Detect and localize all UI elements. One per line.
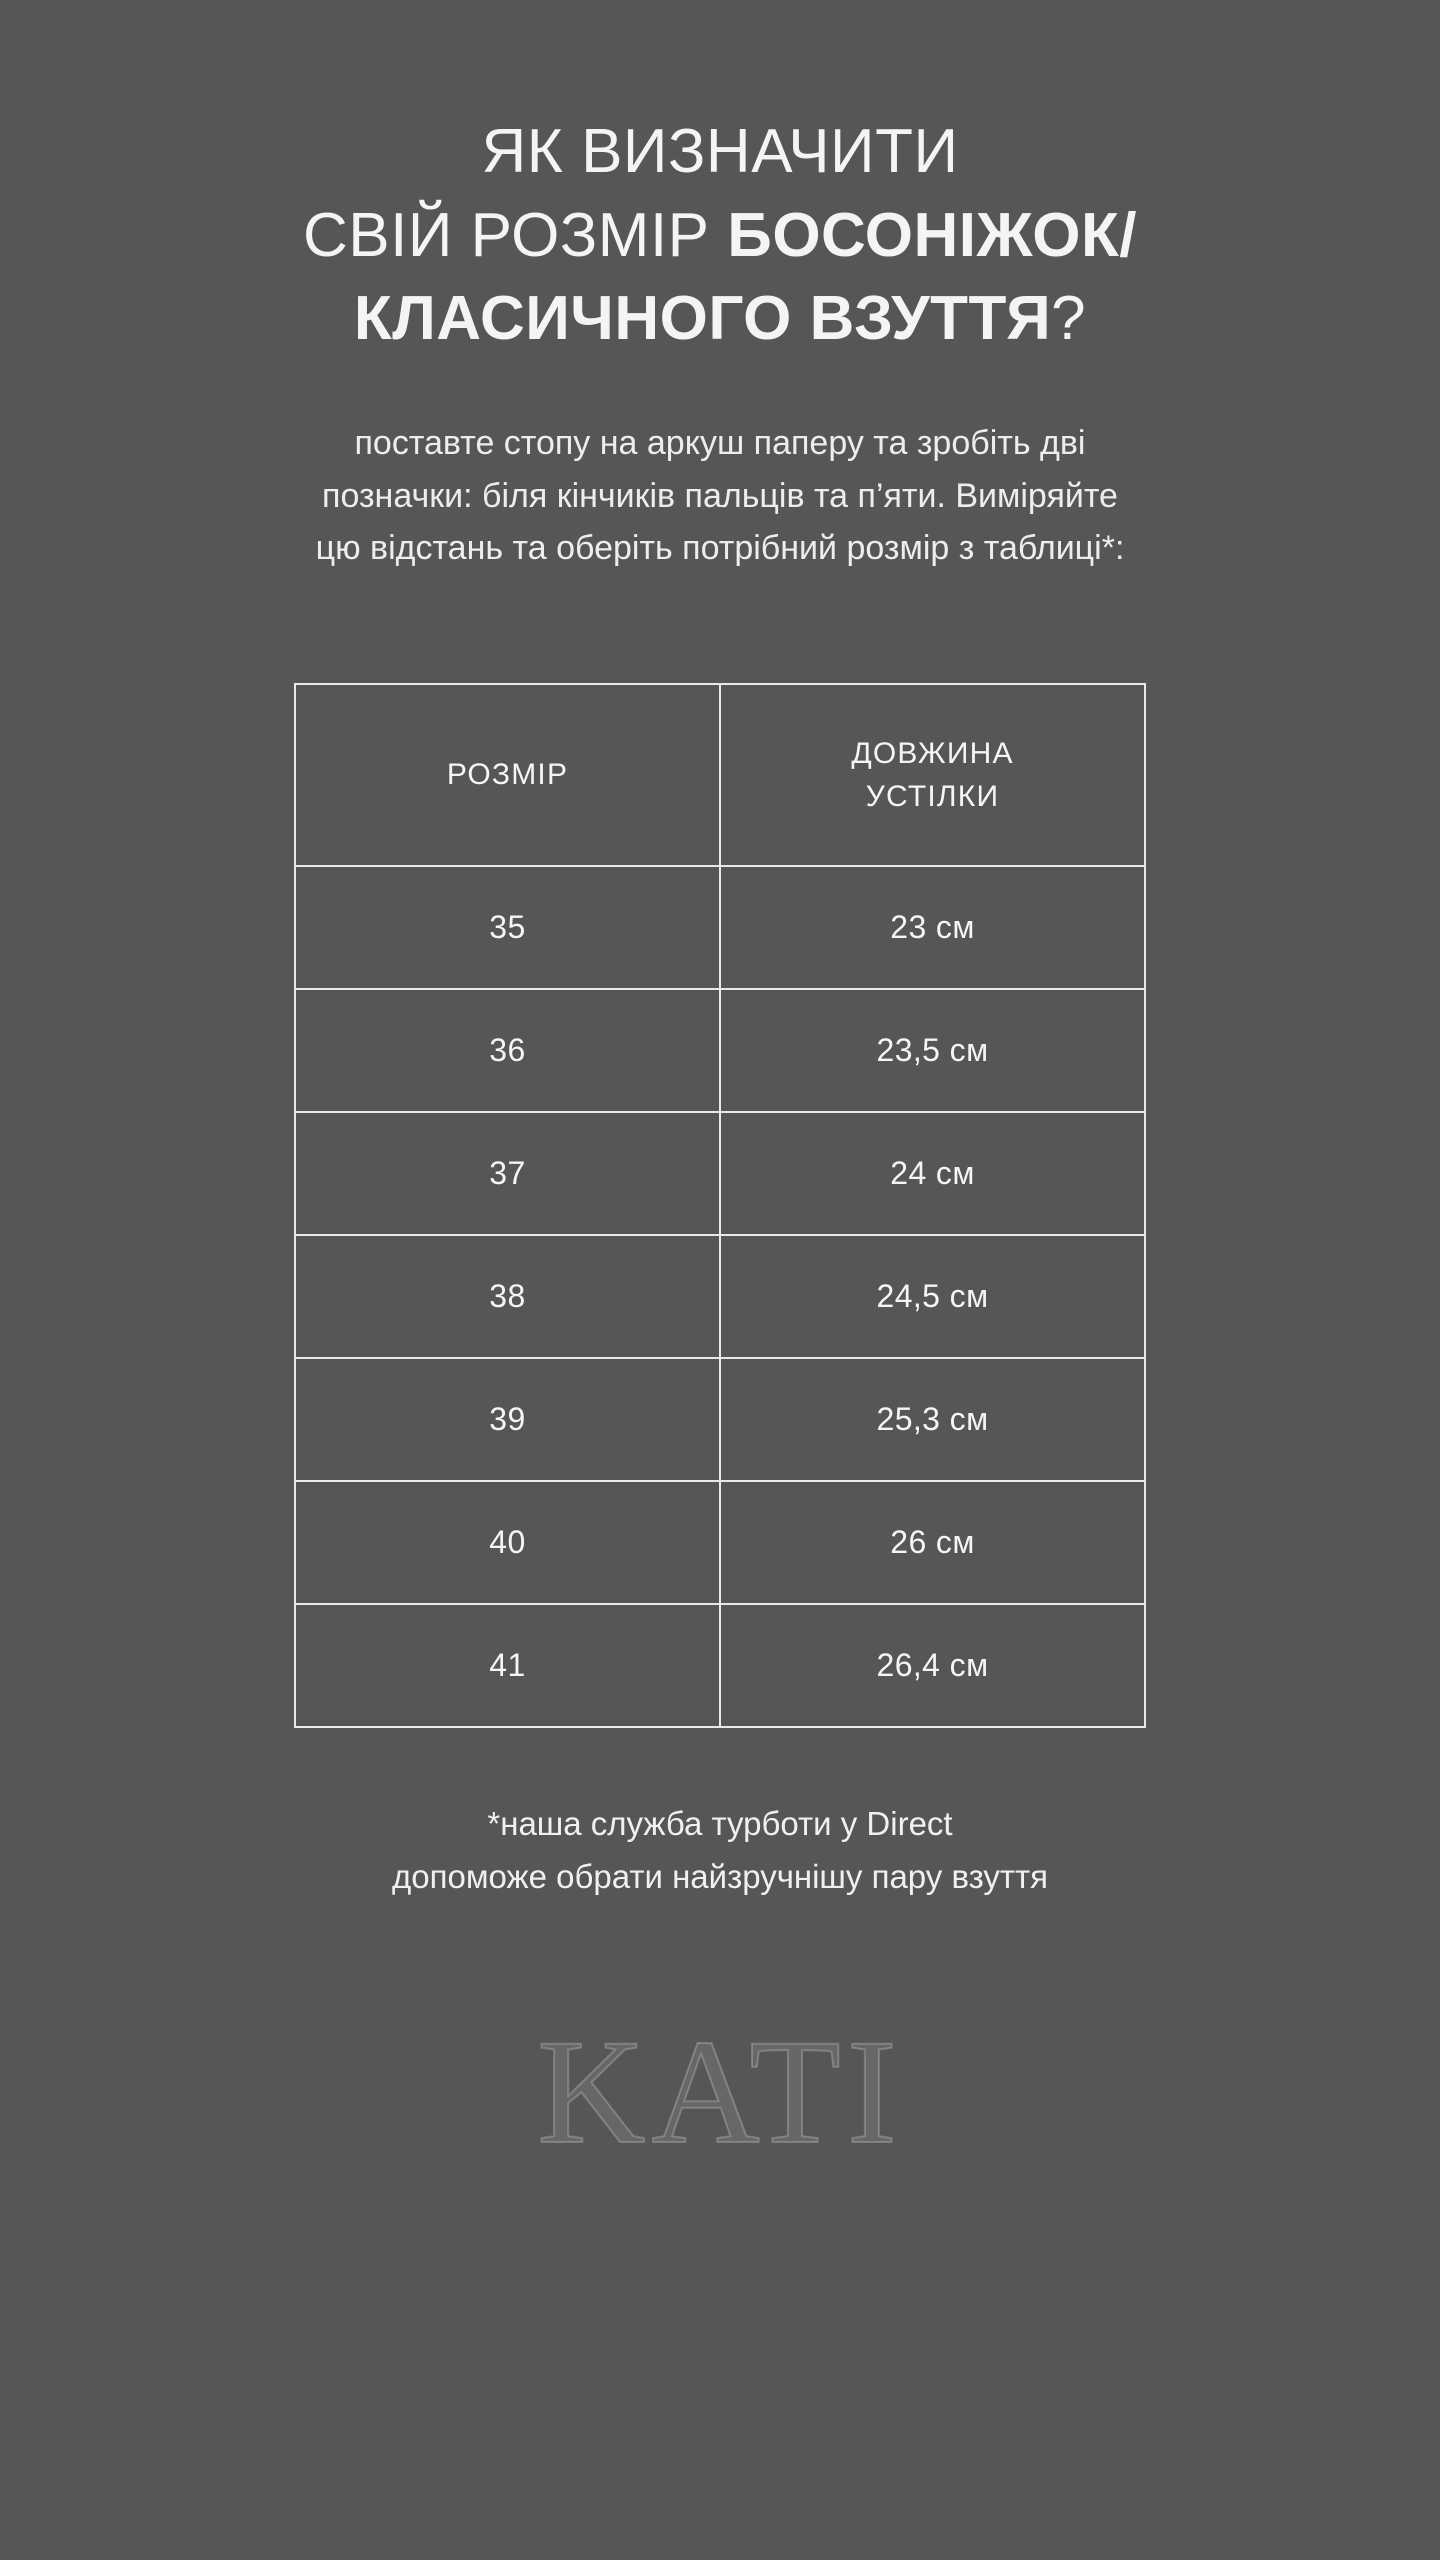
cell-size: 39 <box>295 1358 720 1481</box>
column-header-insole-length-line-1: ДОВЖИНА <box>851 736 1014 770</box>
table-row <box>295 866 1145 989</box>
cell-length: 26,4 см <box>720 1604 1145 1727</box>
instructions-line-1: поставте стопу на аркуш паперу та зробіть дві <box>354 424 1086 463</box>
footnote-line-2: допоможе обрати найзручнішу пару взуття <box>392 1857 1048 1895</box>
brand-logo-text: KATI <box>537 2008 903 2175</box>
cell-size: 38 <box>295 1235 720 1358</box>
table-row <box>295 1112 1145 1235</box>
column-header-insole-length <box>720 684 1145 866</box>
page-title-line-3-plain: ? <box>1051 284 1087 354</box>
page-title <box>60 110 1380 361</box>
page-title-line-2-plain: СВІЙ РОЗМІР <box>302 200 728 270</box>
footnote-line-1: *наша служба турботи у Direct <box>487 1805 953 1843</box>
instructions-line-3: цю відстань та оберіть потрібний розмір з таблиці*: <box>315 529 1125 568</box>
size-table-head <box>295 684 1145 866</box>
cell-size: 41 <box>295 1604 720 1727</box>
column-header-size: РОЗМІР <box>295 684 720 866</box>
instructions-text <box>130 417 1310 575</box>
cell-size: 35 <box>295 866 720 989</box>
table-row <box>295 989 1145 1112</box>
cell-size: 36 <box>295 989 720 1112</box>
cell-size: 40 <box>295 1481 720 1604</box>
cell-length: 23 см <box>720 866 1145 989</box>
cell-size: 37 <box>295 1112 720 1235</box>
brand-logo <box>510 1997 930 2187</box>
table-row <box>295 1481 1145 1604</box>
page-title-line-3-bold: КЛАСИЧНОГО ВЗУТТЯ <box>353 284 1052 354</box>
table-row <box>295 1358 1145 1481</box>
table-header-row <box>295 684 1145 866</box>
cell-length: 25,3 см <box>720 1358 1145 1481</box>
table-row <box>295 1235 1145 1358</box>
size-table-container <box>294 683 1146 1728</box>
column-header-insole-length-line-2: УСТІЛКИ <box>865 780 1000 814</box>
table-row <box>295 1604 1145 1727</box>
cell-length: 23,5 см <box>720 989 1145 1112</box>
instructions-line-2: позначки: біля кінчиків пальців та п’яти. Виміряйте <box>322 476 1118 515</box>
footnote-text <box>170 1798 1270 1904</box>
page-title-line-1: ЯК ВИЗНАЧИТИ <box>481 117 959 186</box>
size-table <box>294 683 1146 1728</box>
page-title-line-2-bold: БОСОНІЖОК/ <box>727 200 1138 270</box>
page-title-line-3 <box>80 277 1360 361</box>
cell-length: 26 см <box>720 1481 1145 1604</box>
cell-length: 24,5 см <box>720 1235 1145 1358</box>
page-title-line-2 <box>80 194 1360 278</box>
size-table-body <box>295 866 1145 1727</box>
cell-length: 24 см <box>720 1112 1145 1235</box>
